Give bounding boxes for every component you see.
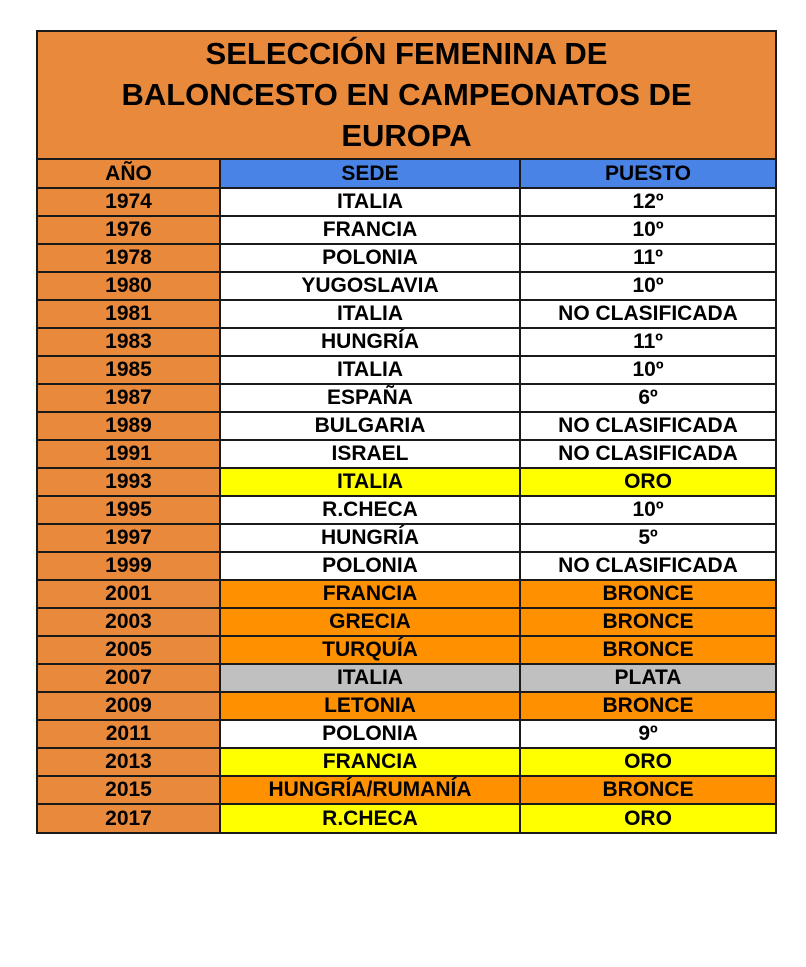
cell-year: 1993 (38, 468, 220, 496)
cell-puesto: 11º (520, 328, 775, 356)
cell-puesto: 10º (520, 216, 775, 244)
table-row (38, 748, 775, 776)
cell-year: 1983 (38, 328, 220, 356)
cell-year: 1974 (38, 188, 220, 216)
cell-sede: ITALIA (220, 188, 520, 216)
cell-puesto: NO CLASIFICADA (520, 552, 775, 580)
title-line-3: EUROPA (341, 118, 472, 153)
cell-sede: FRANCIA (220, 748, 520, 776)
cell-puesto: 12º (520, 188, 775, 216)
table-row (38, 776, 775, 804)
cell-sede: GRECIA (220, 608, 520, 636)
cell-puesto: 10º (520, 272, 775, 300)
table-row (38, 412, 775, 440)
cell-year: 1989 (38, 412, 220, 440)
header-sede: SEDE (220, 160, 520, 188)
cell-year: 2003 (38, 608, 220, 636)
cell-puesto: 11º (520, 244, 775, 272)
cell-sede: ITALIA (220, 300, 520, 328)
cell-year: 2011 (38, 720, 220, 748)
cell-sede: R.CHECA (220, 496, 520, 524)
table-row (38, 804, 775, 832)
table-row (38, 244, 775, 272)
cell-sede: ITALIA (220, 356, 520, 384)
cell-year: 1980 (38, 272, 220, 300)
cell-year: 1987 (38, 384, 220, 412)
cell-year: 2013 (38, 748, 220, 776)
results-table (38, 160, 775, 832)
cell-sede: ESPAÑA (220, 384, 520, 412)
cell-sede: POLONIA (220, 244, 520, 272)
cell-sede: FRANCIA (220, 580, 520, 608)
cell-puesto: ORO (520, 748, 775, 776)
cell-puesto: ORO (520, 804, 775, 832)
results-sheet (36, 30, 777, 834)
table-row (38, 580, 775, 608)
cell-year: 1991 (38, 440, 220, 468)
cell-year: 1978 (38, 244, 220, 272)
cell-sede: HUNGRÍA (220, 524, 520, 552)
table-row (38, 636, 775, 664)
table-row (38, 720, 775, 748)
table-row (38, 496, 775, 524)
cell-puesto: NO CLASIFICADA (520, 412, 775, 440)
cell-year: 1999 (38, 552, 220, 580)
cell-puesto: 5º (520, 524, 775, 552)
table-body (38, 188, 775, 832)
cell-sede: HUNGRÍA/RUMANÍA (220, 776, 520, 804)
cell-year: 1981 (38, 300, 220, 328)
cell-sede: LETONIA (220, 692, 520, 720)
cell-puesto: PLATA (520, 664, 775, 692)
table-row (38, 524, 775, 552)
cell-sede: POLONIA (220, 720, 520, 748)
cell-puesto: NO CLASIFICADA (520, 300, 775, 328)
header-puesto: PUESTO (520, 160, 775, 188)
cell-year: 2017 (38, 804, 220, 832)
table-row (38, 468, 775, 496)
cell-sede: HUNGRÍA (220, 328, 520, 356)
cell-puesto: 9º (520, 720, 775, 748)
cell-puesto: 10º (520, 496, 775, 524)
cell-puesto: NO CLASIFICADA (520, 440, 775, 468)
title-line-1: SELECCIÓN FEMENINA DE (205, 36, 608, 71)
cell-year: 1976 (38, 216, 220, 244)
cell-year: 2007 (38, 664, 220, 692)
cell-sede: YUGOSLAVIA (220, 272, 520, 300)
table-row (38, 272, 775, 300)
cell-sede: TURQUÍA (220, 636, 520, 664)
cell-puesto: 10º (520, 356, 775, 384)
cell-sede: BULGARIA (220, 412, 520, 440)
table-row (38, 552, 775, 580)
table-row (38, 356, 775, 384)
cell-sede: ISRAEL (220, 440, 520, 468)
cell-year: 2001 (38, 580, 220, 608)
table-row (38, 188, 775, 216)
table-title (38, 32, 775, 160)
table-row (38, 384, 775, 412)
cell-year: 1995 (38, 496, 220, 524)
table-row (38, 328, 775, 356)
cell-puesto: 6º (520, 384, 775, 412)
cell-puesto: BRONCE (520, 692, 775, 720)
cell-year: 1997 (38, 524, 220, 552)
cell-sede: R.CHECA (220, 804, 520, 832)
table-row (38, 664, 775, 692)
cell-puesto: BRONCE (520, 580, 775, 608)
cell-puesto: BRONCE (520, 636, 775, 664)
table-row (38, 300, 775, 328)
cell-sede: ITALIA (220, 664, 520, 692)
table-row (38, 608, 775, 636)
header-row (38, 160, 775, 188)
table-row (38, 692, 775, 720)
table-row (38, 440, 775, 468)
cell-sede: FRANCIA (220, 216, 520, 244)
cell-sede: ITALIA (220, 468, 520, 496)
cell-year: 2009 (38, 692, 220, 720)
cell-puesto: BRONCE (520, 776, 775, 804)
cell-year: 2015 (38, 776, 220, 804)
cell-year: 2005 (38, 636, 220, 664)
cell-year: 1985 (38, 356, 220, 384)
cell-puesto: BRONCE (520, 608, 775, 636)
header-year: AÑO (38, 160, 220, 188)
cell-puesto: ORO (520, 468, 775, 496)
title-line-2: BALONCESTO EN CAMPEONATOS DE (121, 77, 692, 112)
table-row (38, 216, 775, 244)
cell-sede: POLONIA (220, 552, 520, 580)
